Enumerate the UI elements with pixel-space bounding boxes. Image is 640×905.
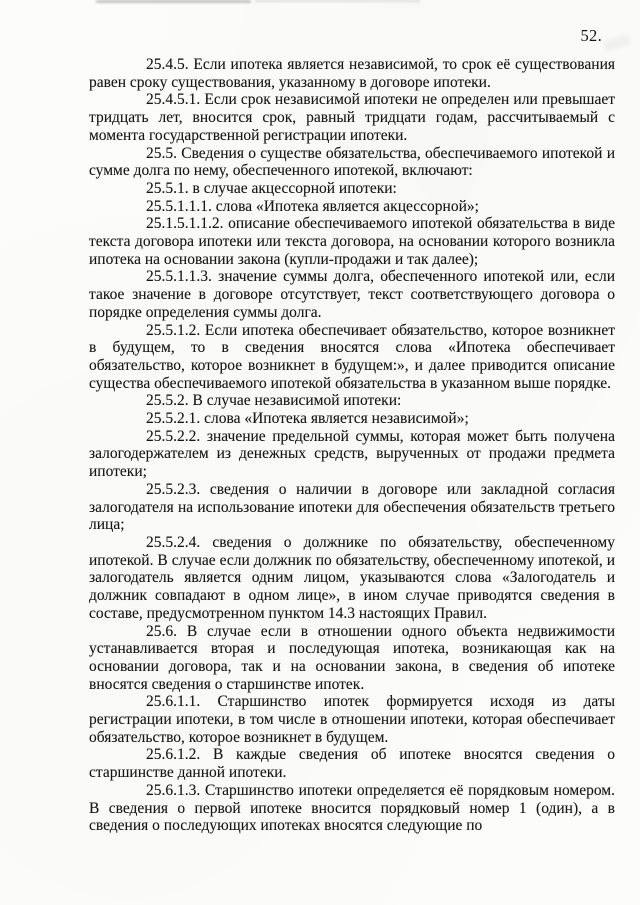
paragraph [89, 481, 615, 534]
paragraph [89, 56, 615, 91]
paragraph-text: Сведения о существе обязательства, обеспечиваемого ипотекой и сумме долга по нему, обеспеченного ипотекой, включают: [89, 144, 615, 180]
scan-artifact-top-left [96, 0, 251, 3]
paragraph-number: 25.6.1.1. [146, 693, 201, 711]
paragraph [89, 322, 615, 393]
paragraph [89, 534, 615, 623]
paragraph-number: 25.6.1.2. [146, 746, 201, 764]
paragraph [89, 215, 615, 268]
paragraph-number: 25.5.2.3. [146, 480, 201, 498]
paragraph-text: в случае акцессорной ипотеки: [188, 179, 397, 197]
paragraph-text: В случае независимой ипотеки: [188, 392, 402, 410]
paragraph [89, 693, 615, 746]
paragraph-text: описание обеспечиваемого ипотекой обязательства в виде текста договора ипотеки или текста договора, на основании которого возникла ипотека на основании закона (купли-продажи и так далее); [89, 215, 615, 268]
paragraph-number: 25.5.1.1.1. [146, 197, 212, 215]
paragraph-text: сведения о должнике по обязательству, обеспеченному ипотекой. В случае если должник по обязательству, обеспеченному ипотекой, и залогодатель является одним лицом, указываются слова «Залогодатель и должник совпадают в одном лице», в ином случае приводятся сведения в составе, предусмотренном пунктом 14.3 настоящих Правил. [89, 533, 615, 622]
paragraph [89, 91, 615, 144]
paragraph-number: 25.5.2. [146, 392, 189, 410]
scan-artifact-top-right [255, 0, 420, 2]
paragraph-number: 25.6.1.3. [146, 781, 201, 799]
paragraph-text: Если ипотека является независимой, то срок её существования равен сроку существования, указанному в договоре ипотеки. [89, 56, 615, 91]
paragraph [89, 392, 615, 410]
paragraph [89, 180, 615, 198]
paragraph-text: Старшинство ипотеки определяется её порядковым номером. В сведения о первой ипотеке вносится порядковый номер 1 (один), а в сведения о последующих ипотеках вносятся следующие по [89, 781, 615, 835]
paragraph-number: 25.5.1.2. [146, 321, 201, 339]
paragraph-number: 25.5.2.4. [146, 533, 201, 551]
paragraph [89, 782, 615, 835]
scan-artifact-corner [603, 34, 631, 52]
paragraph-text: значение суммы долга, обеспеченного ипотекой или, если такое значение в договоре отсутствует, текст соответствующего договора о порядке определения суммы долга. [89, 268, 615, 321]
paragraph-text: слова «Ипотека является акцессорной»; [211, 197, 479, 215]
page-number: 52. [580, 26, 602, 45]
paragraph-number: 25.5. [146, 144, 177, 162]
paragraph-number: 25.5.2.1. [146, 410, 201, 428]
paragraph [89, 145, 615, 180]
paragraph-text: слова «Ипотека является независимой»; [200, 410, 469, 428]
paragraph-text: В случае если в отношении одного объекта недвижимости устанавливается вторая и последующая ипотека, возникающая как на основании договора, так и на основании закона, в сведения об ипотеке вносятся сведения о старшинстве ипотек. [89, 622, 615, 693]
paragraph-number: 25.4.5.1. [146, 91, 201, 109]
paragraph-text: Старшинство ипотек формируется исходя из даты регистрации ипотеки, в том числе в отношении ипотеки, которая обеспечивает обязательство, которое возникнет в будущем. [89, 693, 615, 746]
paragraph-number: 25.5.1.1.3. [146, 268, 212, 286]
paragraph-text: сведения о наличии в договоре или закладной согласия залогодателя на использование ипотеки для обеспечения обязательств третьего лица; [89, 480, 615, 534]
paragraph [89, 623, 615, 694]
paragraph [89, 428, 615, 481]
paragraph-text: Если срок независимой ипотеки не определен или превышает тридцать лет, вносится срок, равный тридцати годам, рассчитываемый с момента государственной регистрации ипотеки. [89, 91, 615, 144]
paragraph [89, 410, 615, 428]
paragraph-text: В каждые сведения об ипотеке вносятся сведения о старшинстве данной ипотеки. [89, 746, 615, 782]
paragraph-number: 25.1.5.1.1.2. [146, 215, 224, 233]
paragraph [89, 268, 615, 321]
paragraph [89, 746, 615, 781]
paragraph-text: значение предельной суммы, которая может быть получена залогодержателем из денежных средств, вырученных от продажи предмета ипотеки; [89, 427, 615, 481]
paragraph [89, 198, 615, 216]
paragraph-number: 25.6. [146, 622, 177, 640]
document-body [89, 56, 615, 835]
paragraph-number: 25.5.1. [146, 179, 189, 197]
paragraph-text: Если ипотека обеспечивает обязательство, которое возникнет в будущем, то в сведения вносятся слова «Ипотека обеспечивает обязательство, которое возникнет в будущем:», и далее приводится описание существа обеспечиваемого ипотекой обязательства в указанном выше порядке. [89, 321, 615, 392]
paragraph-number: 25.5.2.2. [146, 427, 201, 445]
paragraph-number: 25.4.5. [146, 56, 189, 73]
